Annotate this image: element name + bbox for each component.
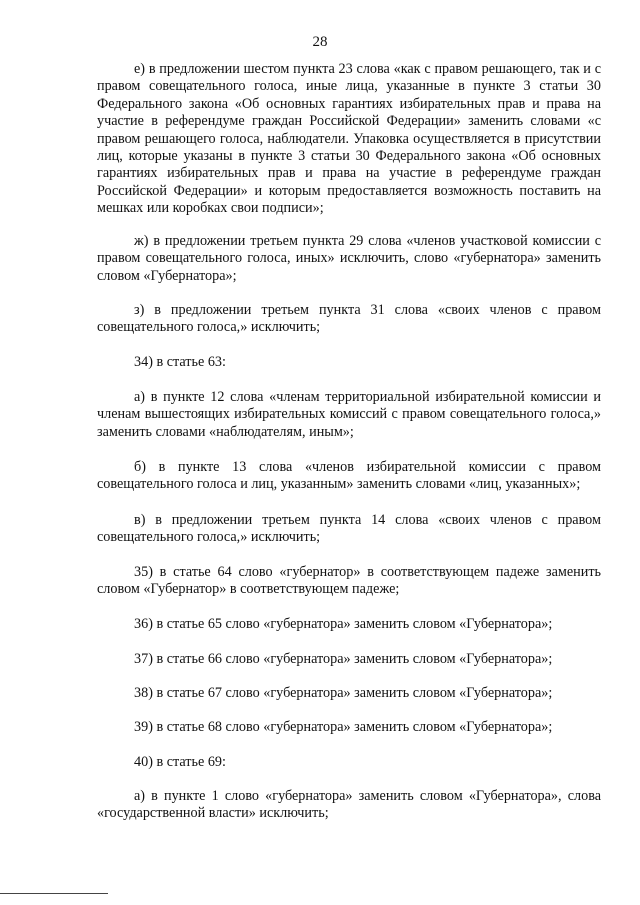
paragraph-39: 39) в статье 68 слово «губернатора» заменить словом «Губернатора»; [134,719,553,735]
paragraph-zh: ж) в предложении третьем пункта 29 слова «членов участковой комиссии с правом совещательного голоса, иных» исключить, слово «губернатора» заменить словом «Губернатора»; [97,233,601,284]
paragraph-37: 37) в статье 66 слово «губернатора» заменить словом «Губернатора»; [134,651,553,667]
paragraph-38: 38) в статье 67 слово «губернатора» заменить словом «Губернатора»; [134,685,553,701]
paragraph-40: 40) в статье 69: [134,754,226,770]
paragraph-40a: а) в пункте 1 слово «губернатора» заменить словом «Губернатора», слова «государственной власти» исключить; [97,788,601,822]
page-number: 28 [312,34,328,50]
paragraph-35: 35) в статье 64 слово «губернатор» в соответствующем падеже заменить словом «Губернатор» в соответствующем падеже; [97,564,601,598]
paragraph-34a: а) в пункте 12 слова «членам территориальной избирательной комиссии и членам вышестоящих избирательных комиссий с правом совещательного голоса,» заменить словами «наблюдателям, иным»; [97,389,601,440]
paragraph-34b: б) в пункте 13 слова «членов избирательной комиссии с правом совещательного голоса и лиц, указанным» заменить словами «лиц, указанных»; [97,459,601,493]
paragraph-34: 34) в статье 63: [134,354,226,370]
paragraph-e: е) в предложении шестом пункта 23 слова «как с правом решающего, так и с правом совещательного голоса, иные лица, указанные в пункте 3 статьи 30 Федерального закона «Об основных гарантиях избирательных прав и права на участие в референдуме граждан Российской Федерации» заменить словами «с правом решающего голоса, наблюдатели. Упаковка осуществляется в присутствии лиц, которые указаны в пункте 3 статьи 30 Федерального закона «Об основных гарантиях избирательных прав и права на участие в референдуме граждан Российской Федерации» и которым предоставляется возможность поставить на мешках или коробках свои подписи»; [97,61,601,217]
paragraph-36: 36) в статье 65 слово «губернатора» заменить словом «Губернатора»; [134,616,553,632]
footer-rule [0,893,108,894]
paragraph-34v: в) в предложении третьем пункта 14 слова «своих членов с правом совещательного голоса,» исключить; [97,512,601,546]
paragraph-z: з) в предложении третьем пункта 31 слова «своих членов с правом совещательного голоса,» исключить; [97,302,601,336]
